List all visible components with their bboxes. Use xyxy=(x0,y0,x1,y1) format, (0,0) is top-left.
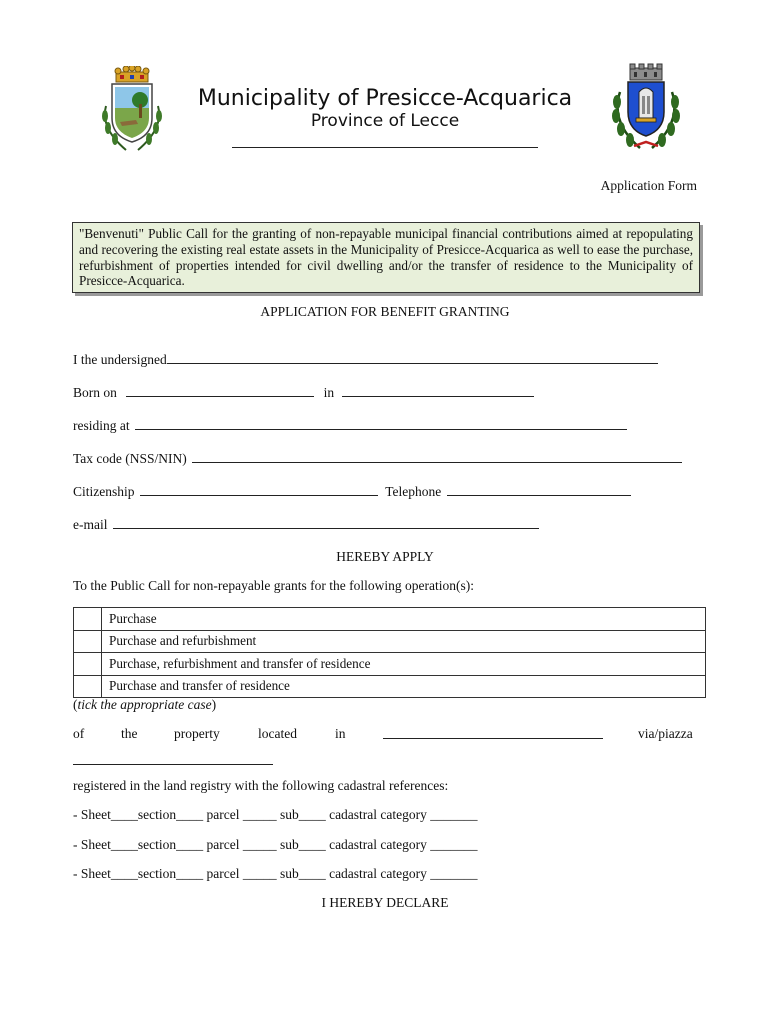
header-divider xyxy=(232,147,538,148)
presicce-coat-of-arms-icon xyxy=(96,66,168,156)
undersigned-field[interactable] xyxy=(167,352,658,364)
email-field[interactable] xyxy=(113,517,539,529)
page-subtitle: Province of Lecce xyxy=(310,111,460,131)
citizenship-label: Citizenship xyxy=(73,484,135,499)
table-row xyxy=(74,608,706,631)
acquarica-coat-of-arms-icon xyxy=(606,62,686,154)
property-word: in xyxy=(335,726,346,741)
operation-label: Purchase xyxy=(102,608,706,631)
cadastral-reference-line[interactable]: - Sheet____section____ parcel _____ sub____ cadastral category _______ xyxy=(73,866,478,881)
residence-row xyxy=(73,418,627,434)
undersigned-label: I the undersigned xyxy=(73,352,167,367)
email-label: e-mail xyxy=(73,517,108,532)
operation-label: Purchase and refurbishment xyxy=(102,630,706,653)
section-title: APPLICATION FOR BENEFIT GRANTING xyxy=(260,304,510,319)
table-row xyxy=(74,630,706,653)
property-word: via/piazza xyxy=(638,726,693,741)
birth-place-label: in xyxy=(323,385,335,400)
public-call-notice: "Benvenuti" Public Call for the granting of non-repayable municipal financial contributions aimed at repopulating and recovering the existing real estate assets in the Municipality of Presicce-Acquarica as well to ease the purchase, refurbishment of properties intended for civil dwelling and/or the transfer of residence to the Municipality of Presicce-Acquarica. xyxy=(72,222,700,293)
property-location-field[interactable] xyxy=(383,727,603,739)
operation-checkbox[interactable] xyxy=(74,653,102,676)
property-word: located xyxy=(258,726,297,741)
declare-heading: I HEREBY DECLARE xyxy=(321,895,449,910)
born-on-label: Born on xyxy=(73,385,117,400)
public-call-line: To the Public Call for non-repayable grants for the following operation(s): xyxy=(73,578,474,593)
birth-date-field[interactable] xyxy=(126,385,314,397)
table-row xyxy=(74,675,706,698)
undersigned-row xyxy=(73,352,658,368)
tax-code-field[interactable] xyxy=(192,451,682,463)
operation-label: Purchase and transfer of residence xyxy=(102,675,706,698)
operation-label: Purchase, refurbishment and transfer of residence xyxy=(102,653,706,676)
cadastral-reference-line[interactable]: - Sheet____section____ parcel _____ sub____ cadastral category _______ xyxy=(73,837,478,852)
property-street-field[interactable] xyxy=(73,753,273,765)
property-word: property xyxy=(174,726,220,741)
birth-row xyxy=(73,385,534,401)
tick-note-open: ( xyxy=(73,697,78,712)
residing-at-label: residing at xyxy=(73,418,130,433)
operation-checkbox[interactable] xyxy=(74,675,102,698)
property-word: of xyxy=(73,726,85,741)
telephone-label: Telephone xyxy=(385,484,442,499)
tick-note xyxy=(73,697,216,713)
tick-note-close: ) xyxy=(211,697,217,712)
table-row xyxy=(74,653,706,676)
tax-code-row xyxy=(73,451,682,467)
property-word: the xyxy=(121,726,138,741)
form-label: Application Form xyxy=(600,178,697,193)
birth-place-field[interactable] xyxy=(342,385,534,397)
page-title: Municipality of Presicce-Acquarica xyxy=(197,86,573,111)
citizenship-field[interactable] xyxy=(140,484,378,496)
citizenship-row xyxy=(73,484,631,500)
hereby-apply-heading: HEREBY APPLY xyxy=(336,549,434,564)
operation-checkbox[interactable] xyxy=(74,608,102,631)
cadastral-reference-line[interactable]: - Sheet____section____ parcel _____ sub____ cadastral category _______ xyxy=(73,807,478,822)
residence-field[interactable] xyxy=(135,418,627,430)
tick-note-text: tick the appropriate case xyxy=(77,697,212,712)
operation-checkbox[interactable] xyxy=(74,630,102,653)
email-row xyxy=(73,517,539,533)
registered-line: registered in the land registry with the following cadastral references: xyxy=(73,778,449,793)
telephone-field[interactable] xyxy=(447,484,631,496)
operations-table xyxy=(73,607,706,698)
tax-code-label: Tax code (NSS/NIN) xyxy=(73,451,187,466)
